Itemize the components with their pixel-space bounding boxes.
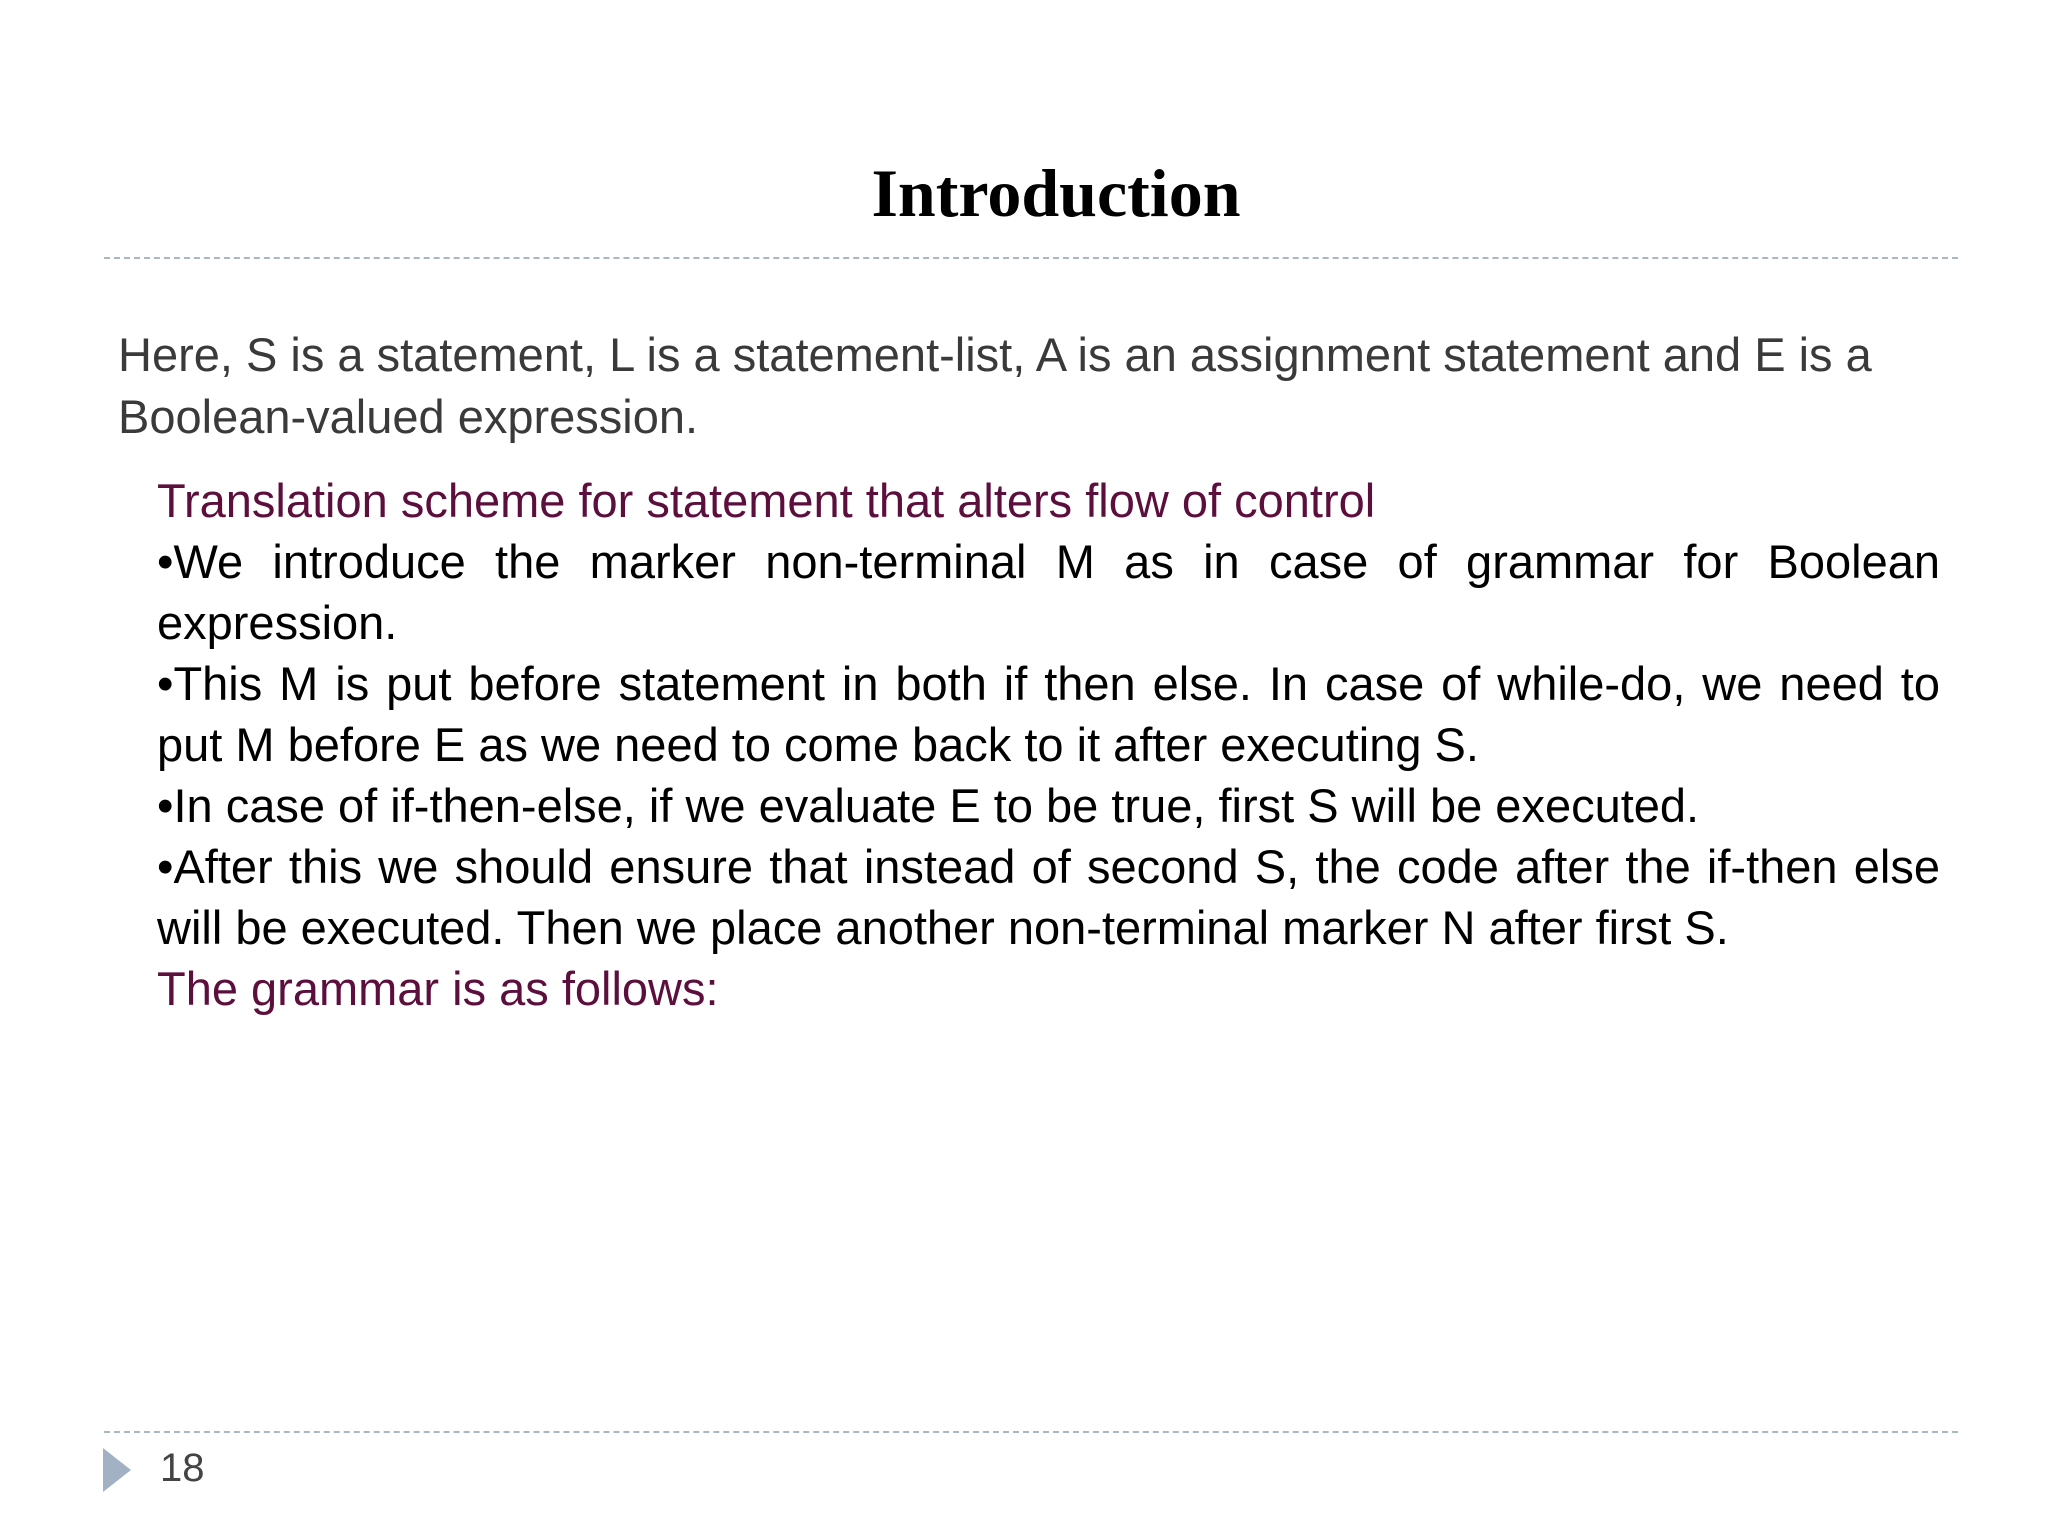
page-number: 18 (160, 1446, 205, 1490)
slide-body (157, 470, 1940, 1019)
bullet-item: •We introduce the marker non-terminal M as in case of grammar for Boolean expression. (157, 535, 1940, 649)
bullet-item: •In case of if-then-else, if we evaluate E to be true, first S will be executed. (157, 779, 1700, 832)
slide-title: Introduction (871, 155, 1241, 231)
bullet-item: •This M is put before statement in both if then else. In case of while-do, we need to put M before E as we need to come back to it after executing S. (157, 657, 1940, 771)
triangle-right-icon (103, 1448, 131, 1492)
top-divider (104, 257, 1958, 259)
bullet-item: •After this we should ensure that instead of second S, the code after the if-then else will be executed. Then we place another non-terminal marker N after first S. (157, 840, 1940, 954)
intro-paragraph: Here, S is a statement, L is a statement-list, A is an assignment statement and E is a Boolean-valued expression. (118, 328, 1872, 443)
bottom-divider (104, 1431, 1958, 1433)
section-heading: Translation scheme for statement that alters flow of control (157, 474, 1376, 527)
closing-line: The grammar is as follows: (157, 962, 719, 1015)
